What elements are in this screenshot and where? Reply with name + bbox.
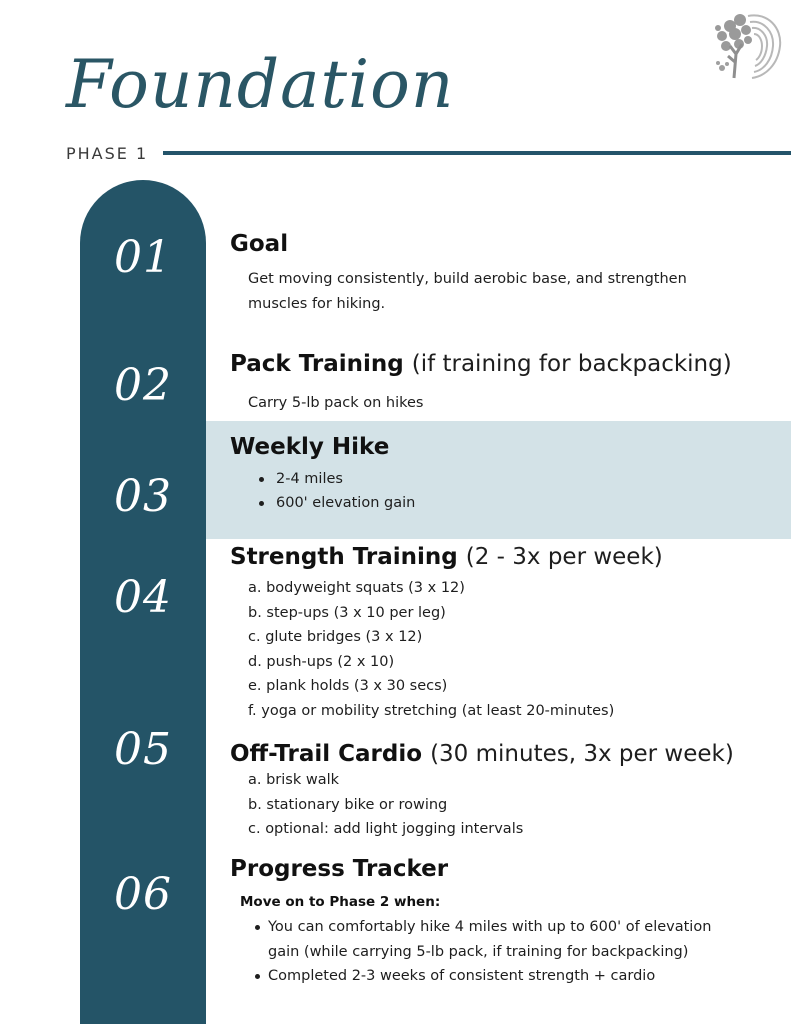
section-number-03: 03 xyxy=(114,471,172,522)
bullet-dot xyxy=(255,974,260,979)
cardio-item: c. optional: add light jogging intervals xyxy=(248,821,524,837)
page-title: Foundation xyxy=(66,46,455,123)
progress-item: You can comfortably hike 4 miles with up to 600' of elevation xyxy=(268,919,712,935)
goal-text-line-2: muscles for hiking. xyxy=(248,296,386,312)
progress-tracker-subheading: Move on to Phase 2 when: xyxy=(240,894,441,910)
tree-fingerprint-icon xyxy=(708,6,786,82)
pack-training-text: Carry 5-lb pack on hikes xyxy=(248,395,424,411)
progress-item: Completed 2-3 weeks of consistent strength + cardio xyxy=(268,968,656,984)
strength-item: a. bodyweight squats (3 x 12) xyxy=(248,580,465,596)
strength-item: b. step-ups (3 x 10 per leg) xyxy=(248,605,446,621)
pack-training-note: (if training for backpacking) xyxy=(411,351,732,377)
section-number-02: 02 xyxy=(114,360,172,411)
phase-label: PHASE 1 xyxy=(66,144,149,163)
weekly-hike-heading: Weekly Hike xyxy=(230,434,390,460)
goal-heading: Goal xyxy=(230,231,289,257)
strength-training-note: (2 - 3x per week) xyxy=(465,544,663,570)
cardio-item: a. brisk walk xyxy=(248,772,340,788)
weekly-hike-item: 2-4 miles xyxy=(276,471,343,487)
goal-text-line-1: Get moving consistently, build aerobic base, and strengthen xyxy=(248,271,687,287)
pack-training-title: Pack Training xyxy=(230,351,404,377)
cardio-title: Off-Trail Cardio xyxy=(230,741,423,767)
cardio-note: (30 minutes, 3x per week) xyxy=(430,741,734,767)
bullet-dot xyxy=(259,477,264,482)
strength-item: c. glute bridges (3 x 12) xyxy=(248,629,423,645)
section-number-04: 04 xyxy=(114,572,172,623)
section-number-05: 05 xyxy=(114,724,172,775)
progress-tracker-heading: Progress Tracker xyxy=(230,856,449,882)
strength-item: e. plank holds (3 x 30 secs) xyxy=(248,678,448,694)
cardio-item: b. stationary bike or rowing xyxy=(248,797,448,813)
phase-divider xyxy=(163,151,791,155)
strength-training-title: Strength Training xyxy=(230,544,458,570)
strength-item: f. yoga or mobility stretching (at least 20-minutes) xyxy=(248,703,615,719)
cardio-heading xyxy=(230,742,734,767)
bullet-dot xyxy=(259,501,264,506)
bullet-dot xyxy=(255,925,260,930)
section-number-01: 01 xyxy=(114,232,172,283)
weekly-hike-item: 600' elevation gain xyxy=(276,495,416,511)
progress-item-continuation: gain (while carrying 5-lb pack, if training for backpacking) xyxy=(268,944,689,960)
pack-training-heading xyxy=(230,352,732,377)
section-number-06: 06 xyxy=(114,869,172,920)
strength-item: d. push-ups (2 x 10) xyxy=(248,654,395,670)
strength-training-heading xyxy=(230,545,663,570)
